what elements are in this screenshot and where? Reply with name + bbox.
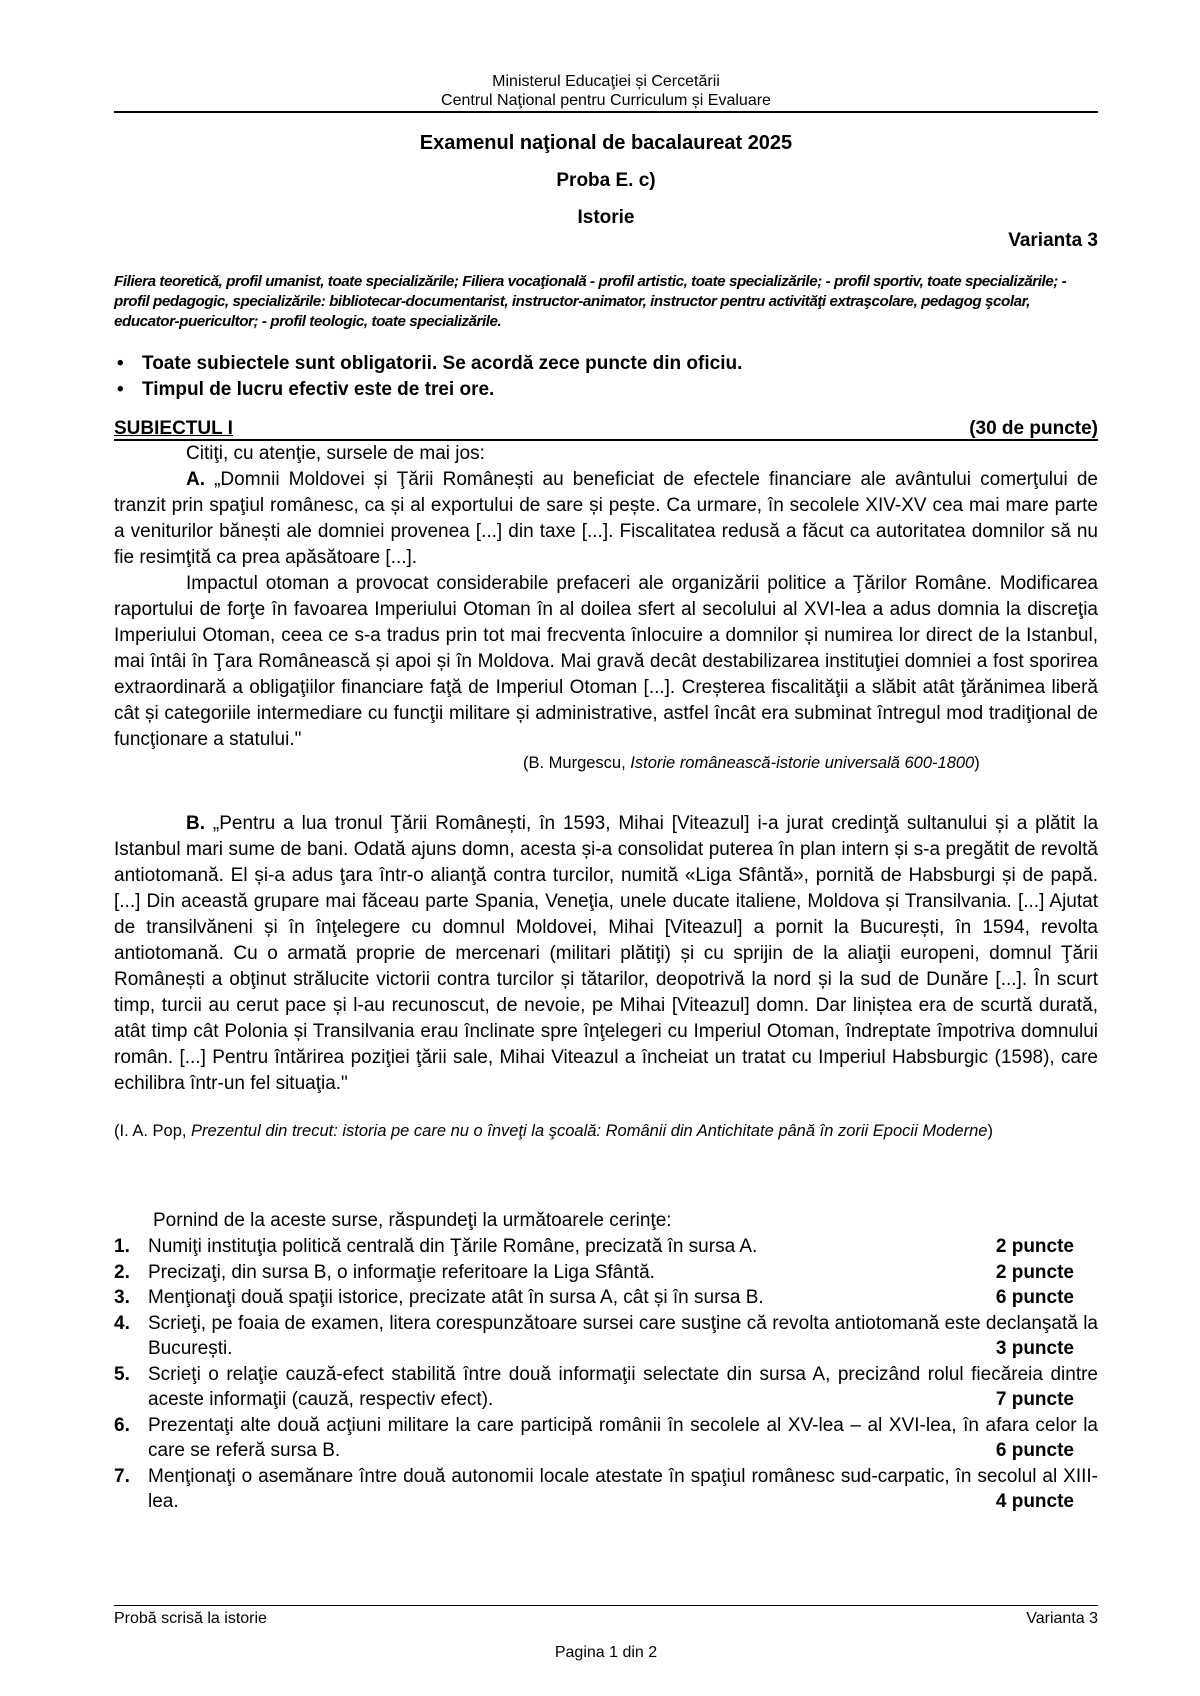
footer-left: Probă scrisă la istorie [114,1610,267,1627]
section-title: SUBIECTUL I [114,418,233,439]
task-points: 6 puncte [995,1440,1074,1461]
task-item: 5. Scrieţi o relaţie cauză-efect stabilită între două informaţii selectate din sursa A, precizând rolul fiecăreia dintre aceste informaţii (cauză, respectiv efect). 7 puncte [114,1362,1098,1413]
filiera-text: Filiera teoretică, profil umanist, toate specializările; Filiera vocaţională - profil artistic, toate specializările; - profil sportiv, toate specializările; - profil pedagogic, specializările: bibliotecar-documentarist, instructor-animator, instructor pentru activităţi extraşcolare, pedagog şcolar, educator-puericultor; - profil teologic, toate specializările. [114,273,1067,330]
task-item: 2. Precizaţi, din sursa B, o informaţie referitoare la Liga Sfântă. 2 puncte [114,1260,1098,1286]
center-header: Centrul Naţional pentru Curriculum și Evaluare [441,92,771,109]
section-points: (30 de puncte) [969,418,1098,439]
source-b-label: B. [186,813,205,834]
page-number: Pagina 1 din 2 [554,1644,658,1661]
instruction-item: • Toate subiectele sunt obligatorii. Se acordă zece puncte din oficiu. [114,351,1098,377]
exam-subject: Istorie [577,207,635,228]
task-points: 4 puncte [995,1491,1074,1512]
source-a-label: A. [186,469,205,490]
instructions-list [114,351,1098,403]
exam-proba: Proba E. c) [556,170,656,191]
source-a-paragraph-2: Impactul otoman a provocat considerabile prefaceri ale organizării politice a Ţărilor Române. Modificarea raportului de forţe în favoarea Imperiului Otoman în al doilea sfert al secolului al XVI-lea a adus domnia la discreţia Imperiului Otoman, ceea ce s-a tradus prin tot mai frecventa înlocuire a domnilor și numirea lor direct de la Istanbul, mai întâi în Ţara Românească și apoi și în Moldova. Mai gravă decât destabilizarea instituţiei domniei a fost sporirea extraordinară a obligaţiilor financiare faţă de Imperiul Otoman [...]. Creșterea fiscalităţii a slăbit atât ţărănimea liberă cât și categoriile intermediare cu funcţii militare și administrative, astfel încât era subminat întregul mod tradiţional de funcţionare a statului." [114,573,1098,750]
tasks-intro: Pornind de la aceste surse, răspundeţi la următoarele cerinţe: [153,1210,672,1231]
task-points: 7 puncte [995,1389,1074,1410]
footer-rule [114,1605,1098,1606]
source-a-block [114,441,1098,753]
exam-title: Examenul naţional de bacalaureat 2025 [419,132,793,154]
bullet-icon: • [117,353,124,374]
source-b-paragraph: B. „Pentru a lua tronul Ţării Românești, în 1593, Mihai [Viteazul] i-a jurat credinţă sultanului și a plătit la Istanbul mari sume de bani. Odată ajuns domn, acesta și-a consolidat puterea în plan intern și s-a pregătit de revoltă antiotomană. El și-a adus ţara într-o alianţă contra turcilor, numită «Liga Sfântă», pornită de Habsburgi și de papă. [...] Din această grupare mai făceau parte Spania, Veneţia, unele ducate italiene, Moldova și Transilvania. [...] Ajutat de transilvăneni și în înţelegere cu domnul Moldovei, Mihai [Viteazul] a pornit la București, în 1594, revolta antiotomană. Cu o armată proprie de mercenari (militari plătiţi) și cu sprijin de la aliaţii europeni, domnul Ţării Românești a obţinut strălucite victorii contra turcilor și tătarilor, deopotrivă la nord și la sud de Dunăre [...]. În scurt timp, turcii au cerut pace și l-au recunoscut, de nevoie, pe Mihai [Viteazul] domn. Dar liniștea era de scurtă durată, atât timp cât Polonia și Transilvania erau înclinate spre înţelegeri cu Imperiul Otoman, îndreptate împotriva domnului român. [...] Pentru întărirea poziţiei ţării sale, Mihai Viteazul a încheiat un tratat cu Imperiul Habsburgic (1598), care echilibra într-un fel situaţia." [114,813,1099,1094]
header-rule [114,111,1098,113]
exam-variant: Varianta 3 [1008,230,1098,251]
bullet-icon: • [117,379,124,400]
source-b-citation: (I. A. Pop, Prezentul din trecut: istoria pe care nu o înveţi la şcoală: Românii din Antichitate până în zorii Epocii Moderne) [114,1122,993,1140]
source-a-paragraph-1: A. „Domnii Moldovei și Ţării Românești au beneficiat de efectele financiare ale avântului comerţului de tranzit prin spaţiul românesc, ca și al exportului de sare și pește. Ca urmare, în secolele XIV-XV cea mai mare parte a veniturilor bănești ale domniei provenea [...] din taxe [...]. Fiscalitatea redusă a făcut ca autoritatea domnilor să nu fie resimţită ca prea apăsătoare [...]. [114,469,1098,568]
tasks-list [114,1234,1098,1515]
source-a-citation: (B. Murgescu, Istorie românească-istorie universală 600-1800) [523,754,980,772]
ministry-header: Ministerul Educaţiei și Cercetării [492,73,720,90]
task-item: 7. Menţionaţi o asemănare între două autonomii locale atestate în spaţiul românesc sud-carpatic, în secolul al XIII-lea. 4 puncte [114,1464,1098,1515]
instruction-item: • Timpul de lucru efectiv este de trei ore. [114,377,1098,403]
section-heading [114,417,1098,441]
task-item: 3. Menţionaţi două spaţii istorice, precizate atât în sursa A, cât și în sursa B. 6 puncte [114,1285,1098,1311]
task-item: 6. Prezentaţi alte două acţiuni militare la care participă românii în secolele al XV-lea – al XVI-lea, în afara celor la care se referă sursa B. 6 puncte [114,1413,1098,1464]
source-b-block [114,811,1098,1097]
task-item: 1. Numiţi instituţia politică centrală din Ţările Române, precizată în sursa A. 2 puncte [114,1234,1098,1260]
intro-text: Citiţi, cu atenţie, sursele de mai jos: [186,443,485,464]
footer-right: Varianta 3 [1026,1610,1098,1627]
task-points: 2 puncte [995,1236,1074,1257]
task-points: 2 puncte [995,1261,1074,1283]
task-points: 6 puncte [995,1287,1074,1308]
task-points: 3 puncte [995,1338,1074,1359]
task-item: 4. Scrieţi, pe foaia de examen, litera corespunzătoare sursei care susţine că revolta antiotomană este declanşată la București. 3 puncte [114,1311,1098,1362]
